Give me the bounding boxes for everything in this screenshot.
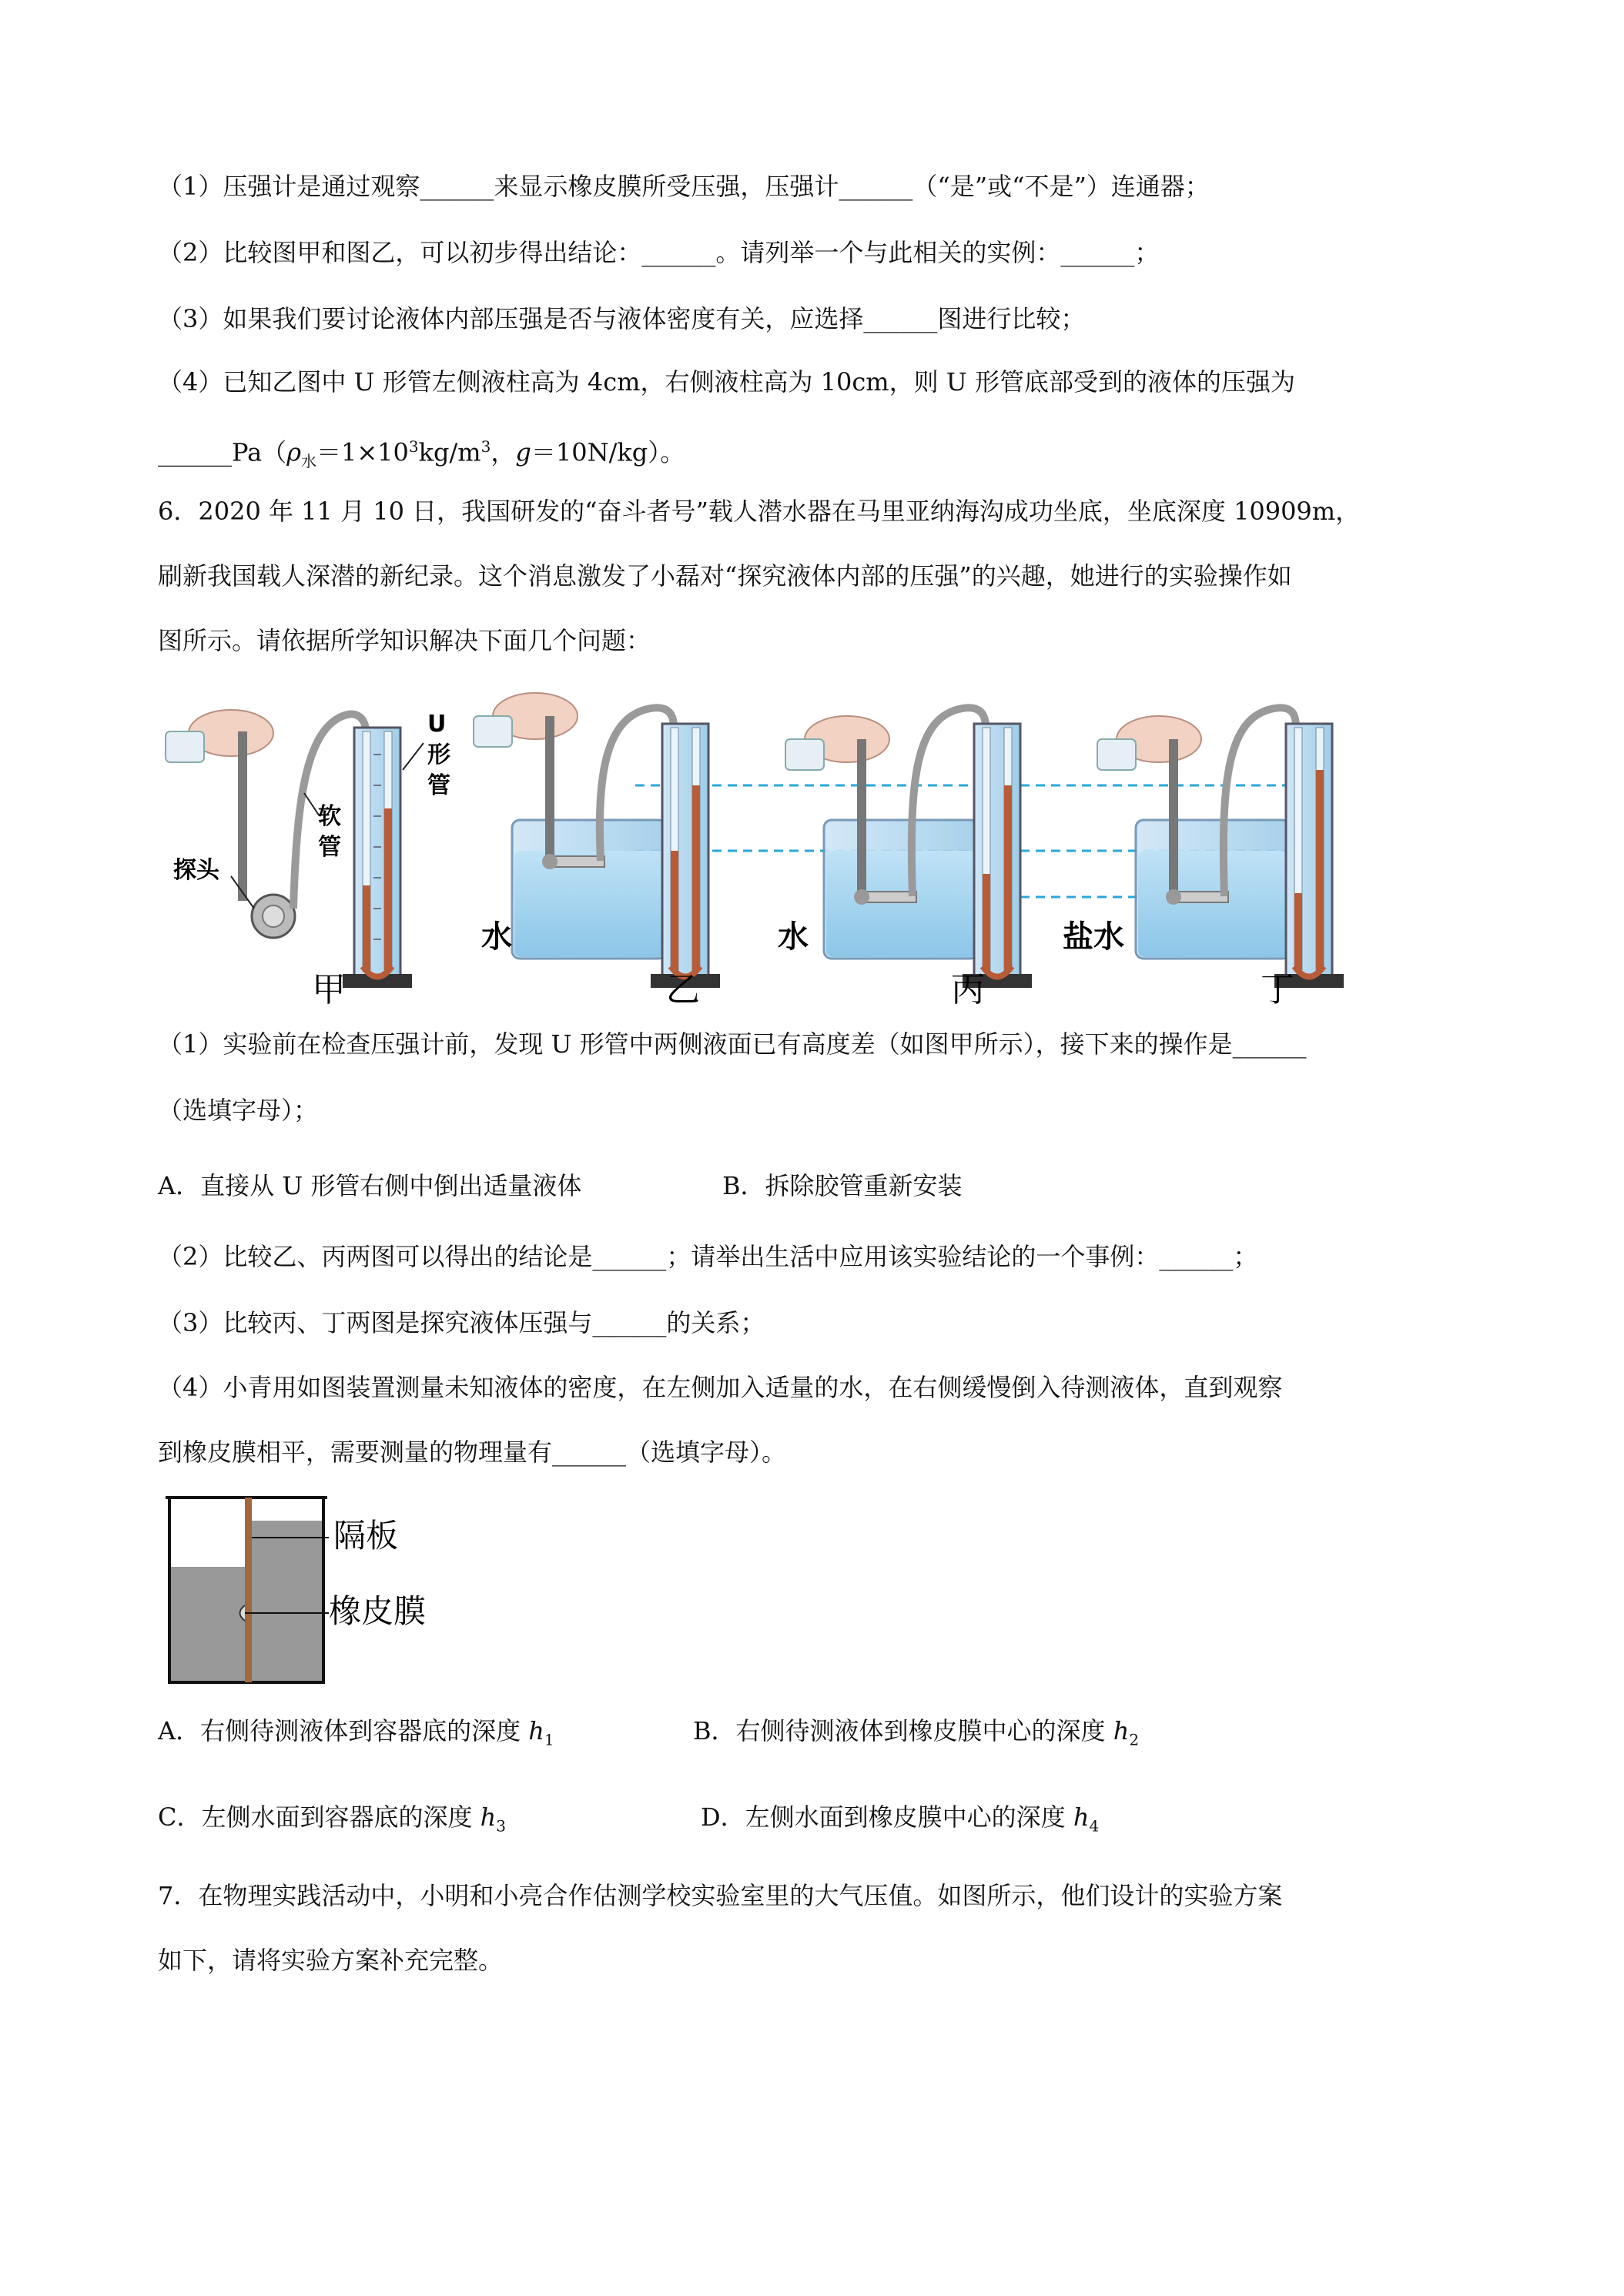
q5-part2: （2）比较图甲和图乙，可以初步得出结论：______。请列举一个与此相关的实例：______； <box>158 238 1160 267</box>
q6-intro-line3: 图所示。请依据所学知识解决下面几个问题： <box>158 626 651 655</box>
label-saltwater: 盐水 <box>1063 919 1124 955</box>
q5-part4-answer: $\_\_\_\_\_\_Pa(\rho_水=1\times 10^3kg/m^3$，g＝10N/kg）。 <box>158 437 685 471</box>
q5-part4: （4）已知乙图中 U 形管左侧液柱高为 4cm，右侧液柱高为 10cm，则 U 形管底部受到的液体的压强为 <box>158 367 1295 397</box>
label-jia: 甲 <box>312 970 346 1009</box>
label-water-1: 水 <box>481 919 512 955</box>
label-ruan: 软 <box>318 803 341 830</box>
q6-choice-b: B．右侧待测液体到橡皮膜中心的深度 $h_2$ <box>693 1716 1140 1749</box>
q6-choice-d: D．左侧水面到橡皮膜中心的深度 $h_4$ <box>701 1802 1100 1836</box>
label-bing: 丙 <box>951 970 985 1009</box>
label-membrane: 橡皮膜 <box>329 1592 427 1630</box>
q6-sub1-line2: （选填字母）； <box>158 1096 319 1125</box>
label-partition: 隔板 <box>333 1517 399 1555</box>
label-ruan-guan: 管 <box>318 834 341 861</box>
setup-yi <box>474 693 720 1009</box>
q6-intro-line2: 刷新我国载人深潜的新纪录。这个消息激发了小磊对“探究液体内部的压强”的兴趣，她进行的实验操作如 <box>158 561 1292 591</box>
q7-line2: 如下，请将实验方案补充完整。 <box>158 1946 504 1975</box>
q6-sub1-line1: （1）实验前在检查压强计前，发现 U 形管中两侧液面已有高度差（如图甲所示），接下来的操作是______ <box>158 1029 1307 1059</box>
pressure-gauge-figure <box>158 685 1359 1009</box>
q6-sub4-line2: 到橡皮膜相平，需要测量的物理量有______（选填字母）。 <box>158 1438 787 1467</box>
q6-sub3: （3）比较丙、丁两图是探究液体压强与______的关系； <box>158 1308 765 1337</box>
label-yi: 乙 <box>666 970 700 1009</box>
q6-choice-a: A．右侧待测液体到容器底的深度 $h_1$ <box>158 1716 554 1749</box>
q5-part3: （3）如果我们要讨论液体内部压强是否与液体密度有关，应选择______图进行比较； <box>158 304 1086 333</box>
label-guan: 管 <box>427 772 450 799</box>
q6-choice-c: C．左侧水面到容器底的深度 $h_3$ <box>158 1802 507 1836</box>
setup-bing <box>778 708 1032 1009</box>
q6-sub4-line1: （4）小青用如图装置测量未知液体的密度，在左侧加入适量的水，在右侧缓慢倒入待测液体，直到观察 <box>158 1373 1283 1402</box>
q6-intro-line1: 6．2020 年 11 月 10 日，我国研发的“奋斗者号”载人潜水器在马里亚纳海沟成功坐底，坐底深度 10909m， <box>158 497 1361 526</box>
partition-container-figure <box>158 1490 481 1690</box>
label-ding: 丁 <box>1261 970 1294 1009</box>
q6-option-b: B．拆除胶管重新安装 <box>722 1171 963 1200</box>
q7-line1: 7．在物理实践活动中，小明和小亮合作估测学校实验室里的大气压值。如图所示，他们设计的实验方案 <box>158 1881 1283 1910</box>
setup-ding <box>1063 708 1344 1009</box>
label-u: U <box>427 711 447 738</box>
q5-part1: （1）压强计是通过观察______来显示橡皮膜所受压强，压强计______（“是”或“不是”）连通器； <box>158 172 1210 201</box>
q6-sub2: （2）比较乙、丙两图可以得出的结论是______；请举出生活中应用该实验结论的一个事例：______； <box>158 1242 1258 1271</box>
label-xing: 形 <box>427 741 450 768</box>
setup-jia <box>166 710 450 1009</box>
q6-option-a: A．直接从 U 形管右侧中倒出适量液体 <box>158 1171 582 1200</box>
label-probe: 探头 <box>173 857 219 884</box>
label-water-2: 水 <box>778 919 809 955</box>
